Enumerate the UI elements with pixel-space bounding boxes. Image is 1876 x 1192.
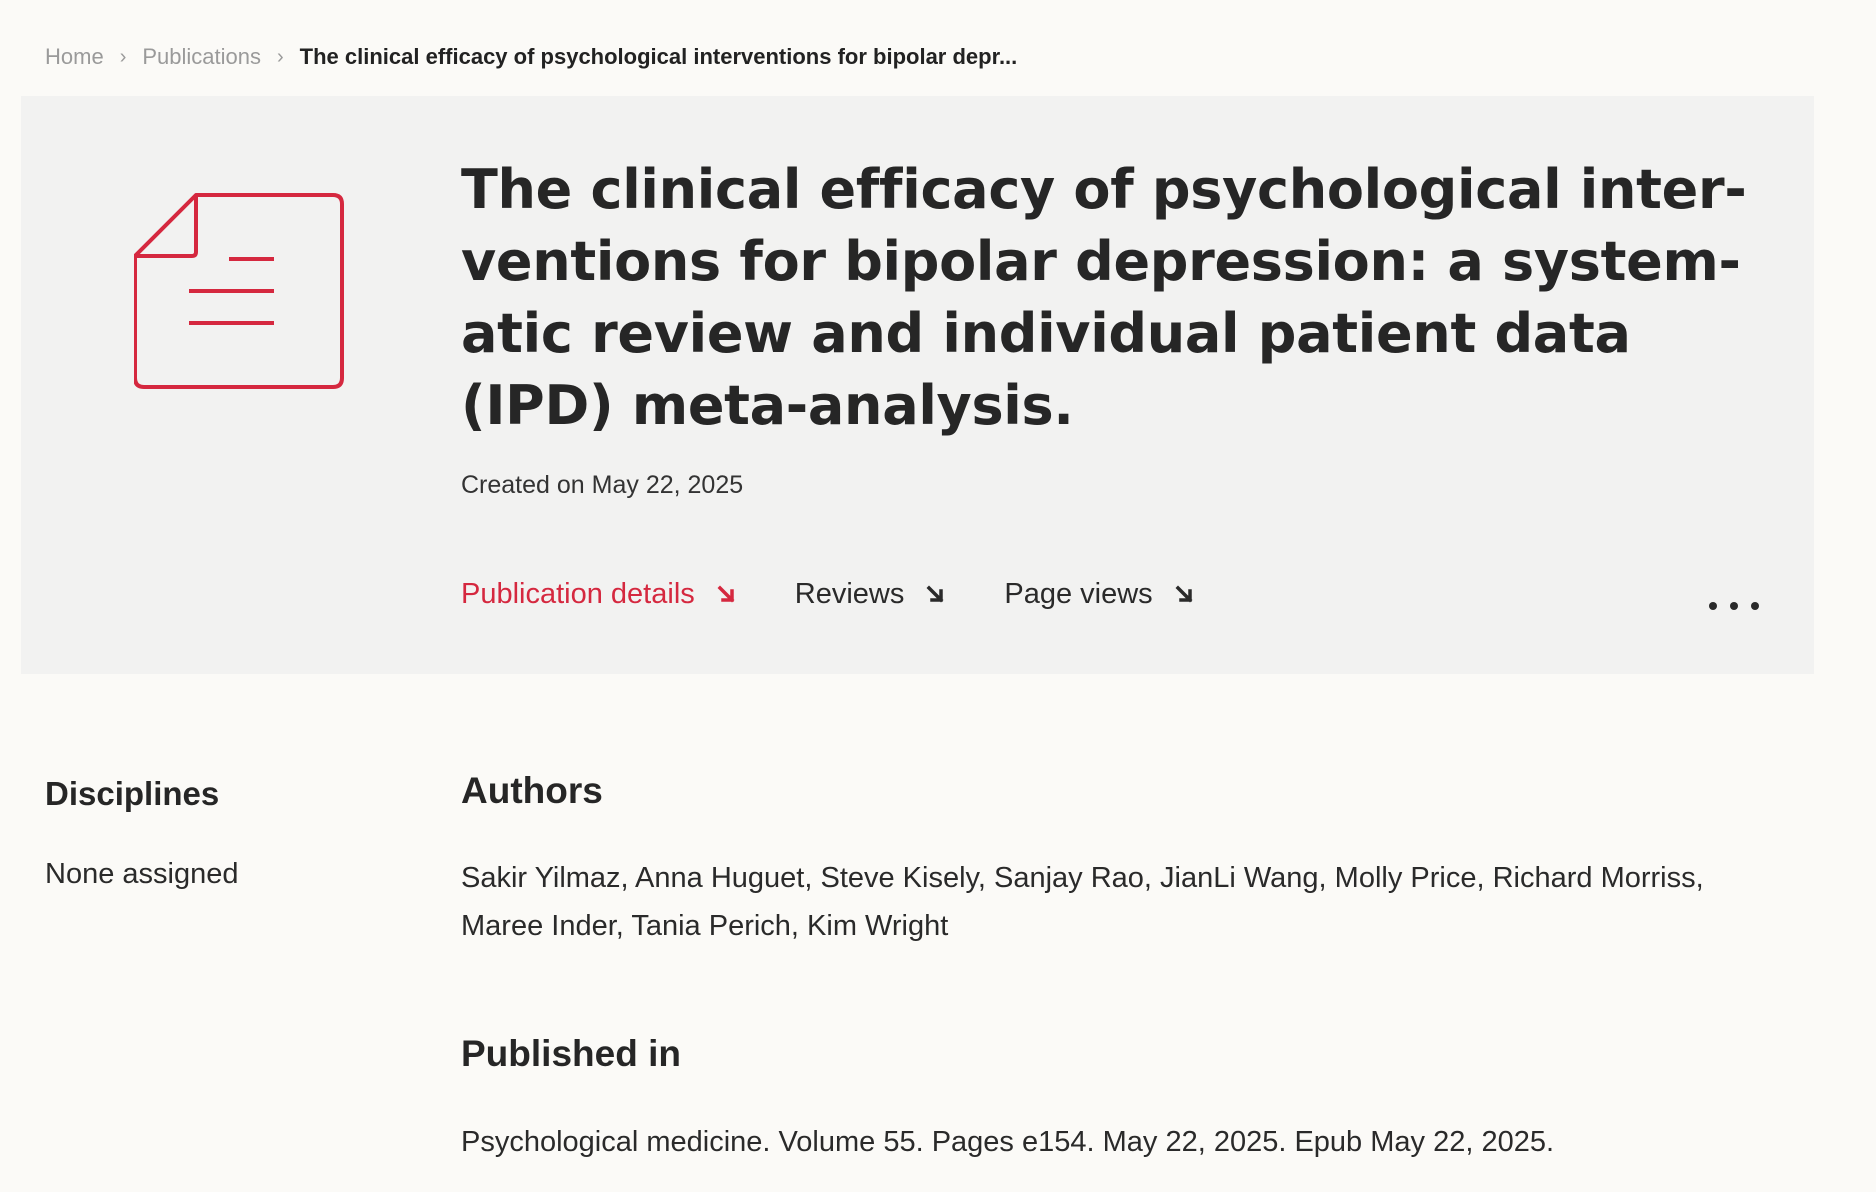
- breadcrumb-current: The clinical efficacy of psychological interventions for bipolar depr...: [299, 44, 1018, 69]
- page-title: The clinical efficacy of psychological inter-ventions for bipolar depression: a system-atic review and individual patient data (IPD) meta-analysis.: [461, 158, 1747, 437]
- published-in-citation: Psychological medicine. Volume 55. Pages e154. May 22, 2025. Epub May 22, 2025.: [461, 1126, 1555, 1158]
- publication-header: [21, 96, 1814, 674]
- published-in-heading: Published in: [461, 1033, 681, 1074]
- breadcrumb-publications-link[interactable]: Publications: [142, 44, 261, 69]
- tab-bar: [461, 578, 1253, 611]
- chevron-right-icon: ›: [277, 45, 284, 68]
- arrow-down-right-icon: [717, 585, 737, 605]
- dot: [1751, 602, 1759, 610]
- tab-page-views[interactable]: [1004, 578, 1194, 611]
- tab-label: Reviews: [794, 578, 905, 610]
- tab-label: Page views: [1004, 578, 1153, 610]
- created-date: Created on May 22, 2025: [461, 471, 744, 499]
- disciplines-heading: Disciplines: [45, 775, 220, 812]
- arrow-down-right-icon: [926, 585, 946, 605]
- authors-heading: Authors: [461, 770, 603, 811]
- document-icon: [134, 192, 364, 442]
- authors-list: Sakir Yilmaz, Anna Huguet, Steve Kisely, Sanjay Rao, JianLi Wang, Molly Price, Richard Morriss, Maree Inder, Tania Perich, Kim Wright: [461, 862, 1704, 942]
- breadcrumb-home-link[interactable]: Home: [45, 44, 104, 69]
- tab-publication-details[interactable]: [461, 578, 737, 611]
- disciplines-value: None assigned: [45, 858, 239, 890]
- dot: [1709, 602, 1717, 610]
- breadcrumb: [45, 44, 1017, 70]
- dot: [1730, 602, 1738, 610]
- arrow-down-right-icon: [1175, 585, 1195, 605]
- tab-label: Publication details: [461, 578, 695, 610]
- more-options-icon[interactable]: [1709, 596, 1759, 616]
- tab-reviews[interactable]: [795, 578, 947, 611]
- chevron-right-icon: ›: [119, 45, 127, 68]
